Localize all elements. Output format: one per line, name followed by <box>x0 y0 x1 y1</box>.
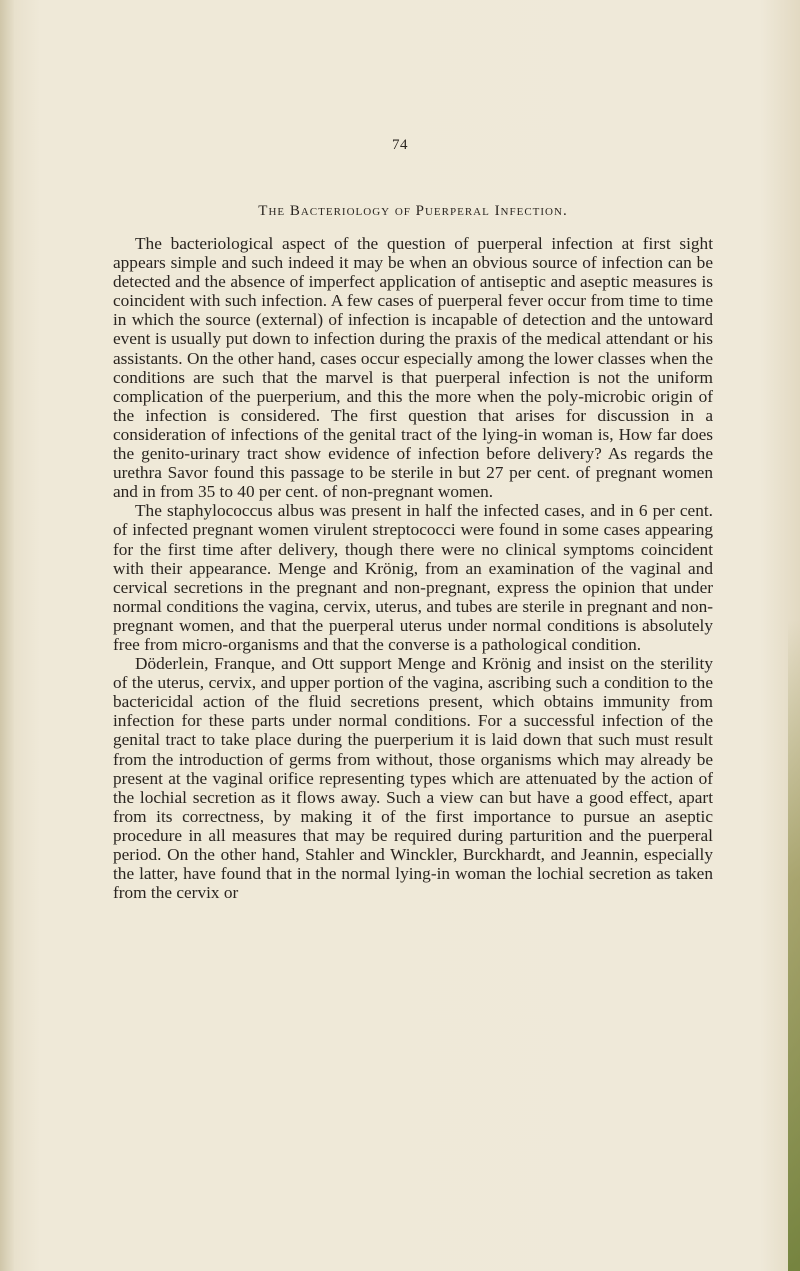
paragraph: Döderlein, Franque, and Ott support Menge and Krönig and insist on the sterility of the uterus, cervix, and upper portion of the vagina, ascribing such a condition to the bactericidal action of the fluid secretions present, which obtains immunity from infection for these parts under normal conditions. For a successful infection of the genital tract to take place during the puerperium it is laid down that such must result from the introduction of germs from without, those organisms which may already be present at the vaginal orifice representing types which are attenuated by the action of the lochial secretion as it flows away. Such a view can but have a good effect, apart from its correctness, by making it of the first importance to pursue an aseptic procedure in all measures that may be required during parturition and the puerperal period. On the other hand, Stahler and Winckler, Burckhardt, and Jeannin, especially the latter, have found that in the normal lying-in woman the lochial secretion as taken from the cervix or <box>113 654 713 903</box>
page-number: 74 <box>392 137 408 153</box>
page-spine-shadow <box>0 0 14 1271</box>
paragraph: The bacteriological aspect of the question of puerperal infection at first sight appears simple and such indeed it may be when an obvious source of infection can be detected and the absence of imperfect application of antiseptic and aseptic measures is coincident with such infection. A few cases of puerperal fever occur from time to time in which the source (external) of infection is incapable of detection and the untoward event is usually put down to infection during the praxis of the medical attendant or his assistants. On the other hand, cases occur especially among the lower classes when the conditions are such that the marvel is that puerperal infection is not the uniform complication of the puerperium, and this the more when the poly-microbic origin of the infection is considered. The first question that arises for discussion in a consideration of infections of the genital tract of the lying-in woman is, How far does the genito-urinary tract show evidence of infection before delivery? As regards the urethra Savor found this passage to be sterile in but 27 per cent. of pregnant women and in from 35 to 40 per cent. of non-pregnant women. <box>113 234 713 502</box>
section-heading: The Bacteriology of Puerperal Infection. <box>258 203 568 219</box>
paragraph: The staphylococcus albus was present in half the infected cases, and in 6 per cent. of infected pregnant women virulent streptococci were found in some cases appearing for the first time after delivery, though there were no clinical symptoms coincident with their appearance. Menge and Krönig, from an examination of the vaginal and cervical secretions in the pregnant and non-pregnant, express the opinion that under normal conditions the vagina, cervix, uterus, and tubes are sterile in pregnant and non-pregnant women, and that the puerperal uterus under normal conditions is absolutely free from micro-organisms and that the converse is a pathological condition. <box>113 501 713 654</box>
page-edge-stain <box>788 620 800 1271</box>
body-text <box>113 234 713 902</box>
